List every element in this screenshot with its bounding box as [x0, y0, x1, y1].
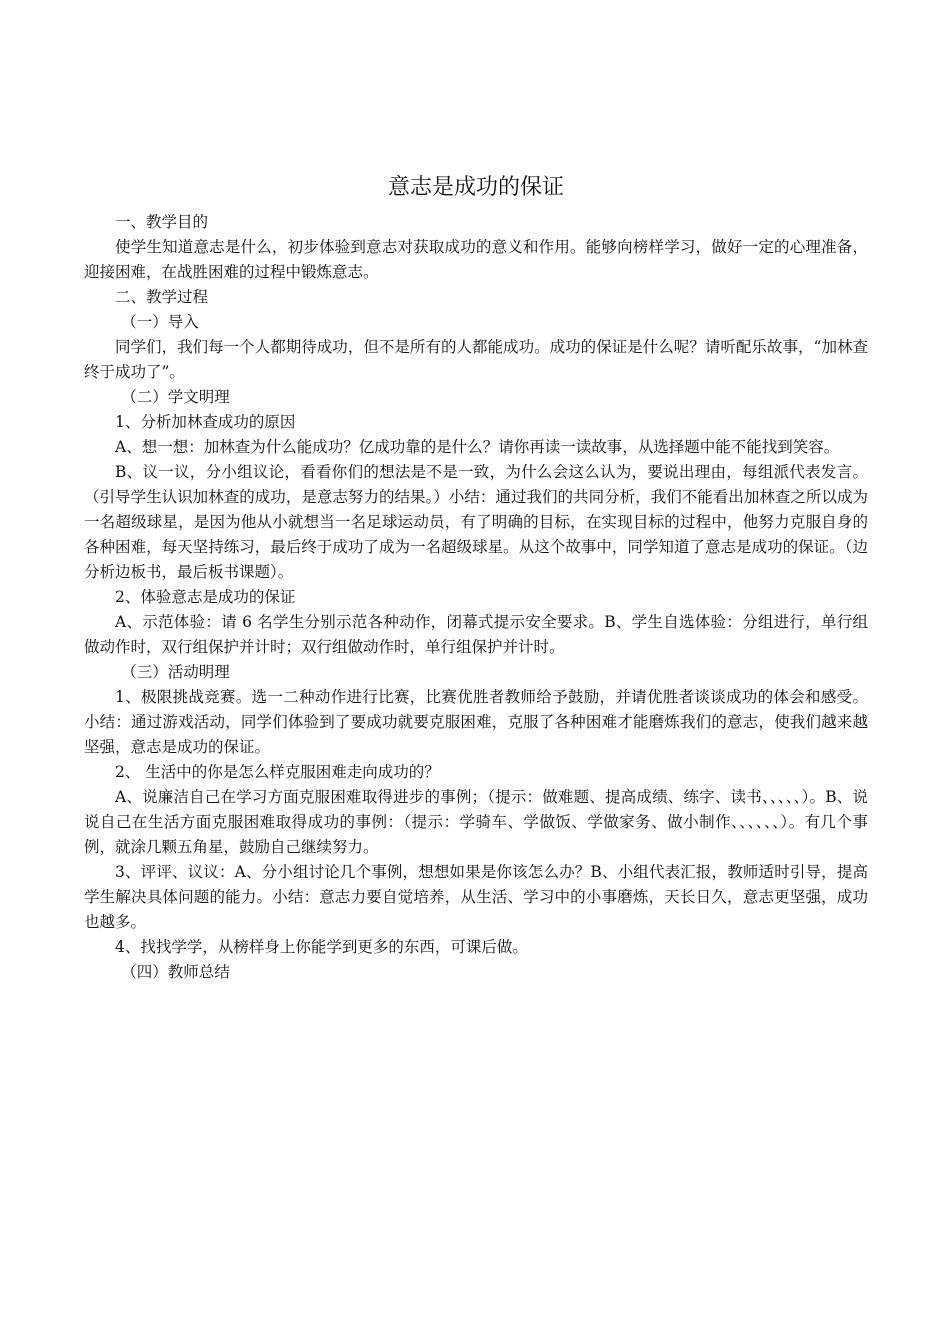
- item-heading: 2、 生活中的你是怎么样克服困难走向成功的？: [115, 763, 440, 781]
- paragraph: 3、评评、议议：A、分小组讨论几个事例，想想如果是你该怎么办？B、小组代表汇报，教师适时引导，提高学生解决具体问题的能力。小结：意志力要自觉培养，从生活、学习中的小事磨炼，天长日久，意志更坚强，成功也越多。: [84, 863, 868, 931]
- document-page: [84, 168, 868, 985]
- section-heading: 二、教学过程: [115, 288, 209, 306]
- subsection-heading: （三）活动明理: [121, 663, 230, 681]
- section-heading: 一、教学目的: [115, 213, 209, 231]
- paragraph: 4、找找学学，从榜样身上你能学到更多的东西，可课后做。: [115, 938, 528, 956]
- paragraph: B、议一议，分小组议论，看看你们的想法是不是一致，为什么会这么认为，要说出理由，每组派代表发言。（引导学生认识加林查的成功，是意志努力的结果。）小结：通过我们的共同分析，我们不能看出加林查之所以成为一名超级球星，是因为他从小就想当一名足球运动员，有了明确的目标，在实现目标的过程中，他努力克服自身的各种困难，每天坚持练习，最后终于成功了成为一名超级球星。从这个故事中，同学知道了意志是成功的保证。（边分析边板书，最后板书课题）。: [84, 463, 868, 581]
- subsection-heading: （一）导入: [121, 313, 199, 331]
- item-heading: 1、分析加林查成功的原因: [115, 413, 296, 431]
- paragraph: A、想一想：加林查为什么能成功？亿成功靠的是什么？请你再读一读故事，从选择题中能不能找到笑容。: [115, 438, 840, 456]
- paragraph: 1、极限挑战竞赛。选一二种动作进行比赛，比赛优胜者教师给予鼓励，并请优胜者谈谈成功的体会和感受。小结：通过游戏活动，同学们体验到了要成功就要克服困难，克服了各种困难才能磨炼我们的意志，使我们越来越坚强，意志是成功的保证。: [84, 688, 868, 756]
- subsection-heading: （四）教师总结: [121, 963, 230, 981]
- item-heading: 2、体验意志是成功的保证: [115, 588, 296, 606]
- paragraph: A、示范体验：请 6 名学生分别示范各种动作，闭幕式提示安全要求。B、学生自选体验：分组进行，单行组做动作时，双行组保护并计时；双行组做动作时，单行组保护并计时。: [84, 613, 868, 656]
- paragraph: A、说廉洁自己在学习方面克服困难取得进步的事例；（提示：做难题、提高成绩、练字、读书、、、、、）。B、说说自己在生活方面克服困难取得成功的事例：（提示：学骑车、学做饭、学做家务、做小制作、、、、、、）。有几个事例，就涂几颗五角星，鼓励自己继续努力。: [84, 788, 868, 856]
- document-title: 意志是成功的保证: [387, 175, 564, 200]
- subsection-heading: （二）学文明理: [121, 388, 230, 406]
- paragraph: 同学们，我们每一个人都期待成功，但不是所有的人都能成功。成功的保证是什么呢？请听配乐故事，“加林查终于成功了”。: [84, 338, 868, 381]
- paragraph: 使学生知道意志是什么，初步体验到意志对获取成功的意义和作用。能够向榜样学习，做好一定的心理准备，迎接困难，在战胜困难的过程中锻炼意志。: [84, 238, 868, 281]
